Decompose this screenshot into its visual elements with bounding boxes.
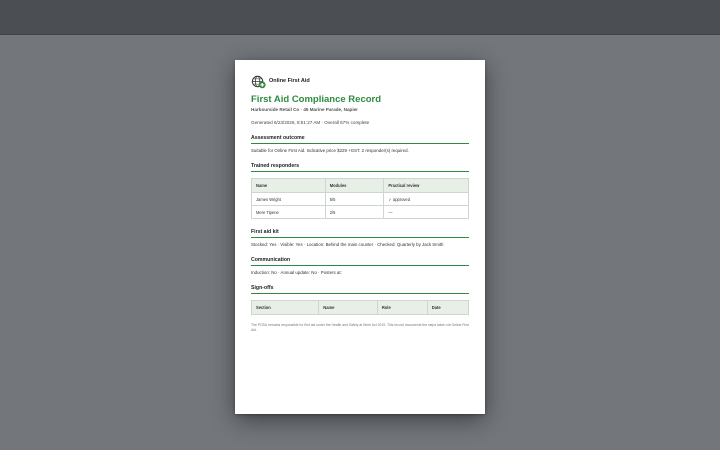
communication-section xyxy=(251,257,469,275)
table-cell: ✓ approved xyxy=(384,193,469,206)
table-row xyxy=(252,206,469,219)
assessment-title: Assessment outcome xyxy=(251,135,469,144)
globe-plus-icon xyxy=(251,74,266,89)
signoffs-section xyxy=(251,285,469,315)
table-cell: — xyxy=(384,206,469,219)
communication-title: Communication xyxy=(251,257,469,266)
column-header-modules: Modules xyxy=(325,179,384,193)
column-header-date: Date xyxy=(427,301,468,315)
responders-title: Trained responders xyxy=(251,163,469,172)
responders-table xyxy=(251,178,469,219)
document-page xyxy=(235,60,485,414)
assessment-text: Suitable for Online First Aid. Indicative price $229 +GST. 2 responder(s) required. xyxy=(251,148,409,153)
signoffs-title: Sign-offs xyxy=(251,285,469,294)
column-header-practical-review: Practical review xyxy=(384,179,469,193)
document-subtitle: Harbourside Retail Co · 45 Marine Parade, Napier xyxy=(251,107,358,112)
brand-header xyxy=(251,73,469,89)
document-title: First Aid Compliance Record xyxy=(251,94,382,105)
table-cell: 2/5 xyxy=(325,206,384,219)
table-cell: 5/5 xyxy=(325,193,384,206)
table-header-row xyxy=(252,301,469,315)
table-cell: Mere Tipene xyxy=(252,206,326,219)
kit-text: Stocked: Yes · Visible: Yes · Location: Behind the main counter · Checked: Quarterly by Jack Smith xyxy=(251,242,444,247)
column-header-name: Name xyxy=(319,301,378,315)
table-row xyxy=(252,193,469,206)
responders-section xyxy=(251,163,469,219)
brand-name: Online First Aid xyxy=(269,78,310,84)
footer-note: The PCBU remains responsible for first aid under the Health and Safety at Work Act 2015. This record documents the steps taken via Online First Aid. xyxy=(251,323,469,332)
signoffs-table xyxy=(251,300,469,315)
top-bar xyxy=(0,0,720,35)
generated-line: Generated 6/23/2026, 8:51:27 AM · Overall 67% complete xyxy=(251,120,370,125)
table-header-row xyxy=(252,179,469,193)
communication-text: Induction: No · Annual update: No · Posters at: xyxy=(251,270,342,275)
kit-title: First aid kit xyxy=(251,229,469,238)
assessment-section xyxy=(251,135,469,153)
column-header-role: Role xyxy=(377,301,427,315)
table-cell: James Wright xyxy=(252,193,326,206)
column-header-name: Name xyxy=(252,179,326,193)
kit-section xyxy=(251,229,469,247)
column-header-section: Section xyxy=(252,301,319,315)
